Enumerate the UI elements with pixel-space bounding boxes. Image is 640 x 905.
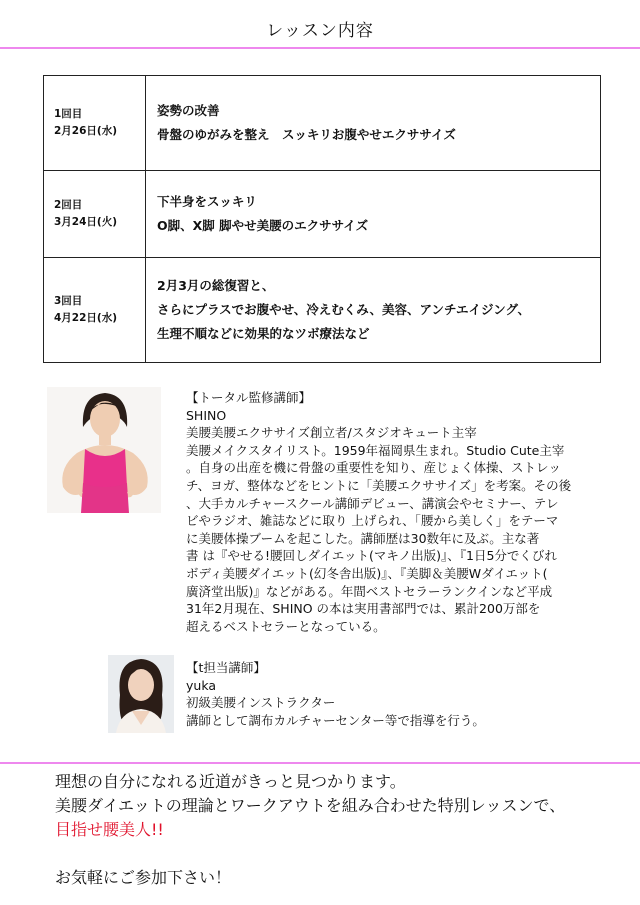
instructor-name: SHINO [186, 407, 227, 423]
bio-line: 廣済堂出版)』などがある。年間ベストセラーランクインなど平成 [186, 583, 553, 599]
instructor-bio-shino [186, 389, 606, 635]
lesson-topic: 下半身をスッキリ [157, 194, 257, 209]
bio-line: ビやラジオ、雑誌などに取り 上げられ、｢腰から美しく」をテーマ [186, 513, 559, 529]
lesson-content-cell [146, 76, 601, 171]
lesson-detail: 生理不順などに効果的なツボ療法など [157, 326, 370, 341]
lesson-content-cell [146, 171, 601, 258]
bio-line: ボディ美腰ダイエット(幻冬舎出版)』、『美脚＆美腰Wダイエット( [186, 565, 548, 581]
lesson-row [44, 76, 601, 171]
lesson-detail: O脚、X脚 脚やせ美腰のエクササイズ [157, 218, 369, 233]
closing-line: 理想の自分になれる近道がきっと見つかります。 [55, 772, 406, 791]
instructor-bio-yuka [186, 659, 606, 729]
lesson-topic: 姿勢の改善 [157, 103, 220, 118]
lesson-number: 2回目 [54, 199, 83, 211]
bio-line: 超えるベストセラーとなっている。 [186, 618, 386, 634]
closing-line: 美腰ダイエットの理論とワークアウトを組み合わせた特別レッスンで、 [55, 796, 566, 815]
instructor-photo-yuka [108, 655, 174, 733]
closing-highlight: 目指せ腰美人!! [55, 820, 164, 839]
top-divider [0, 47, 640, 49]
bio-line: に美腰体操ブームを起こした。講師歴は30数年に及ぶ。主な著 [186, 530, 540, 546]
lesson-date: 2月26日(水) [54, 125, 118, 137]
bio-line: チ、ヨガ、整体などをヒントに「美腰エクササイズ」を考案。その後 [186, 477, 572, 493]
bio-line: 初級美腰インストラクター [186, 695, 336, 711]
lesson-date-cell [44, 171, 146, 258]
bio-line: 。自身の出産を機に骨盤の重要性を知り、産じょく体操、ストレッ [186, 460, 561, 476]
lesson-schedule-table [43, 75, 601, 363]
instructor-name: yuka [186, 677, 216, 693]
bio-line: 書 は『やせる!腰回しダイエット(マキノ出版)』、『1日5分でくびれ [186, 548, 557, 564]
lesson-number: 3回目 [54, 295, 83, 307]
lesson-number: 1回目 [54, 108, 83, 120]
lesson-date: 4月22日(水) [54, 312, 118, 324]
lesson-detail: さらにプラスでお腹やせ、冷えむくみ、美容、アンチエイジング、 [157, 302, 530, 317]
instructor-role: 【トータル監修講師】 [186, 390, 312, 405]
closing-divider [0, 762, 640, 764]
lesson-row [44, 258, 601, 363]
closing-invite: お気軽にご参加下さい！ [55, 868, 232, 887]
closing-message [55, 770, 635, 890]
lesson-row [44, 171, 601, 258]
lesson-topic: 2月3月の総復習と、 [157, 278, 275, 293]
lesson-date: 3月24日(火) [54, 216, 118, 228]
lesson-content-cell [146, 258, 601, 363]
page-title: レッスン内容 [266, 21, 374, 41]
lesson-date-cell [44, 258, 146, 363]
instructor-role: 【t担当講師】 [186, 660, 266, 675]
bio-line: 美腰美腰エクササイズ創立者/スタジオキュート主宰 [186, 425, 477, 441]
bio-line: 講師として調布カルチャーセンター等で指導を行う。 [186, 712, 485, 728]
bio-line: 、大手カルチャースクール講師デビュー、講演会やセミナー、テレ [186, 495, 559, 511]
bio-line: 美腰メイクスタイリスト。1959年福岡県生まれ。Studio Cute主宰 [186, 442, 565, 458]
lesson-date-cell [44, 76, 146, 171]
bio-line: 31年2月現在、SHINO の本は実用書部門では、累計200万部を [186, 601, 541, 617]
lesson-detail: 骨盤のゆがみを整え スッキリお腹やせエクササイズ [157, 127, 456, 142]
instructor-photo-shino [47, 387, 161, 513]
